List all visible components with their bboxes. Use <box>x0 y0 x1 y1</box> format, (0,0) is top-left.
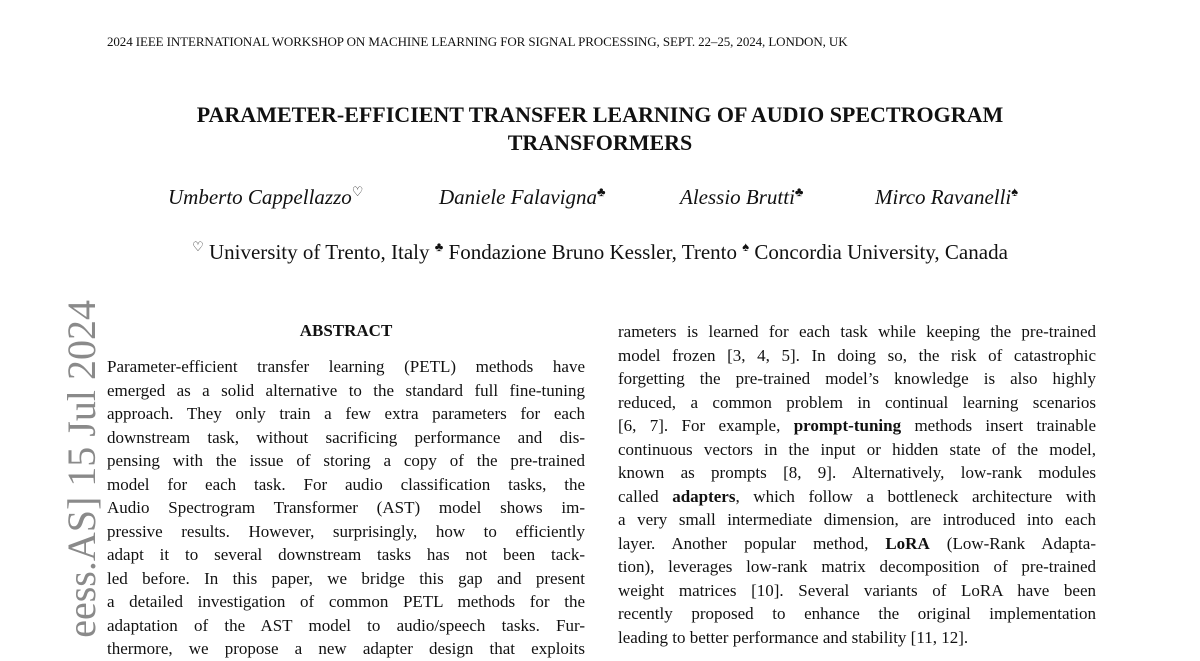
bold-term: prompt-tuning <box>793 416 902 435</box>
affiliation: Fondazione Bruno Kessler, Trento <box>448 240 737 264</box>
text-line: thermore, we propose a new adapter design that exploits <box>107 639 585 658</box>
text-line: recently proposed to enhance the original implementation <box>618 604 1096 623</box>
author: Alessio Brutti♣ <box>680 184 804 209</box>
text-line: known as prompts [8, 9]. Alternatively, low-rank modules <box>618 463 1096 482</box>
arxiv-stamp: eess.AS] 15 Jul 2024 <box>59 300 104 638</box>
text-line: pressive results. However, surprisingly, how to efficiently <box>107 521 585 541</box>
affiliation: Concordia University, Canada <box>754 240 1008 264</box>
title-line: PARAMETER-EFFICIENT TRANSFER LEARNING OF AUDIO SPECTROGRAM <box>196 102 1004 127</box>
affiliation-mark: ♡ <box>351 184 364 199</box>
author: Daniele Falavigna♣ <box>439 184 606 209</box>
text-line: Parameter-efficient transfer learning (PETL) methods have <box>107 357 585 376</box>
affiliation-mark: ♡ <box>192 239 204 254</box>
text-line: leading to better performance and stability [11, 12]. <box>618 627 969 647</box>
text-line: layer. Another popular method, LoRA (Low-Rank Adapta- <box>618 533 1096 553</box>
abstract-heading: ABSTRACT <box>299 321 393 340</box>
affiliation-mark: ♠ <box>1011 184 1019 199</box>
text-line: a very small intermediate dimension, are introduced into each <box>618 510 1096 529</box>
text-line: led before. In this paper, we bridge this gap and present <box>107 568 585 588</box>
text-line: tion), leverages low-rank matrix decomposition of pre-trained <box>618 557 1096 576</box>
paper-title <box>100 101 1100 157</box>
affiliations <box>0 240 1200 265</box>
conference-header: 2024 IEEE INTERNATIONAL WORKSHOP ON MACHINE LEARNING FOR SIGNAL PROCESSING, SEPT. 22–25, 2024, LONDON, UK <box>107 34 848 49</box>
affiliation-mark: ♣ <box>597 184 606 199</box>
text-line: continuous vectors in the input or hidden state of the model, <box>618 439 1096 459</box>
text-line: reduced, a common problem in continual learning scenarios <box>618 392 1096 412</box>
text-line: downstream task, without sacrificing performance and dis- <box>107 427 585 447</box>
text-line: approach. They only train a few extra parameters for each <box>107 404 585 423</box>
text-line: pensing with the issue of storing a copy of the pre-trained <box>107 451 585 470</box>
text-line: model frozen [3, 4, 5]. In doing so, the risk of catastrophic <box>618 345 1096 365</box>
author: Mirco Ravanelli♠ <box>875 184 1019 209</box>
text-line: forgetting the pre-trained model’s knowledge is also highly <box>618 369 1096 388</box>
text-line: emerged as a solid alternative to the standard full fine-tuning <box>107 380 585 400</box>
text-line: adaptation of the AST model to audio/speech tasks. Fur- <box>107 615 585 635</box>
text-line: [6, 7]. For example, prompt-tuning methods insert trainable <box>618 416 1097 435</box>
affiliation-mark: ♣ <box>794 184 804 199</box>
text-line: a detailed investigation of common PETL methods for the <box>107 592 585 611</box>
author: Umberto Cappellazzo♡ <box>168 184 364 209</box>
bold-term: LoRA <box>885 533 930 553</box>
text-line: called adapters, which follow a bottleneck architecture with <box>618 486 1096 506</box>
affiliation-mark: ♣ <box>434 239 444 254</box>
introduction-body <box>618 320 1096 649</box>
title-line: TRANSFORMERS <box>507 130 693 155</box>
affiliation: University of Trento, Italy <box>208 240 430 264</box>
bold-term: adapters <box>672 486 736 506</box>
affiliation-mark: ♠ <box>742 239 750 254</box>
text-line: rameters is learned for each task while keeping the pre-trained <box>618 322 1096 341</box>
text-line: Audio Spectrogram Transformer (AST) model shows im- <box>107 498 585 517</box>
text-line: weight matrices [10]. Several variants of LoRA have been <box>618 580 1096 600</box>
text-line: model for each task. For audio classification tasks, the <box>107 474 585 494</box>
abstract-body <box>107 355 585 661</box>
text-line: adapt it to several downstream tasks has not been tack- <box>107 545 585 564</box>
